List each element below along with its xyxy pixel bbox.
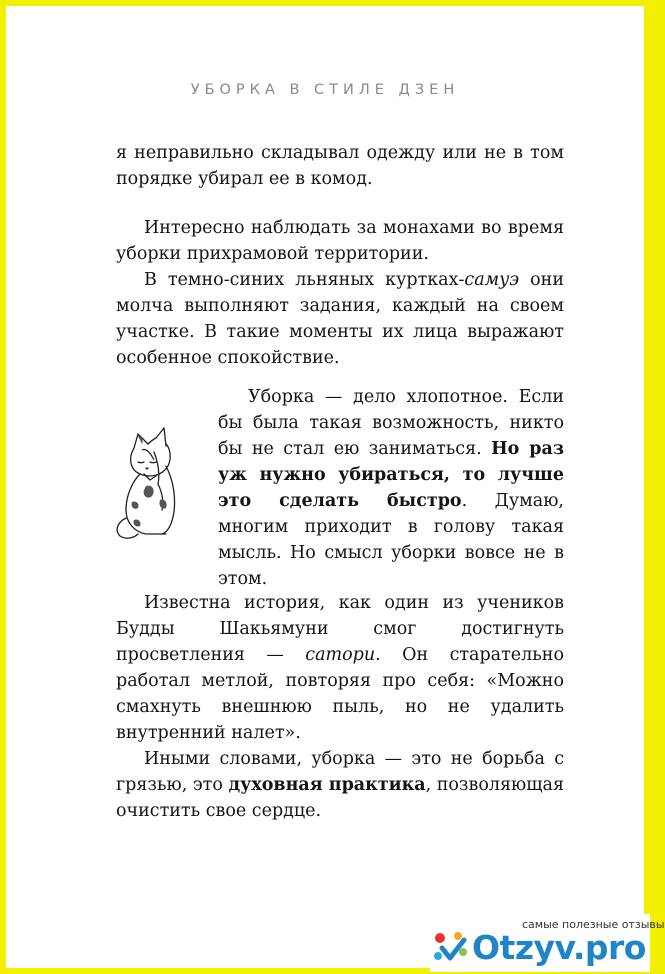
text-block-cleaning <box>218 384 564 592</box>
text-span: , позволяющая очистить свое сердце. <box>116 775 564 821</box>
text-block-buddha <box>116 590 564 824</box>
text-span: . Думаю, многим приходит в голову такая мысль. Но смысл уборки вовсе не в этом. <box>218 491 564 589</box>
text-span: Иными словами, уборка — это не борьба с грязью, это <box>116 749 564 795</box>
paragraph <box>116 267 564 371</box>
watermark-logo-text: Otzyv.pro <box>472 928 646 967</box>
book-page <box>6 6 644 968</box>
text-block-continuation <box>116 140 564 192</box>
watermark <box>430 914 665 972</box>
text-span: Уборка — дело хлопотное. Если бы была такая возможность, никто бы не стал ею заниматься. <box>218 387 564 459</box>
paragraph: Интересно наблюдать за монахами во время уборки прихрамовой территории. <box>116 218 564 264</box>
bold-phrase: духовная практика <box>228 775 426 795</box>
paragraph <box>116 746 564 824</box>
watermark-caption: самые полезные отзывы <box>522 918 665 931</box>
text-span: Известна история, как один из учеников Будды Шакьямуни смог достигнуть просветления — <box>116 593 564 665</box>
otzyv-logo-icon <box>430 928 470 970</box>
text-span: они молча выполняют задания, каждый на своем участке. В такие моменты их лица выражают особенное спокойствие. <box>116 270 564 368</box>
running-head: УБОРКА В СТИЛЕ ДЗЕН <box>190 82 460 98</box>
bold-phrase: Но раз уж нужно убираться, то лучше это сделать быстро <box>218 439 564 511</box>
text-block-monks <box>116 215 564 371</box>
paragraph: я неправильно складывал одежду или не в том порядке убирал ее в комод. <box>116 143 564 189</box>
italic-term: сатори <box>305 645 376 665</box>
italic-term: самуэ <box>464 270 520 290</box>
text-span: . Он старательно работал метлой, повторяя про себя: «Можно смахнуть внешнюю пыль, но не удалить внутренний налет». <box>116 645 564 743</box>
cat-illustration <box>104 422 214 546</box>
paragraph <box>116 590 564 746</box>
paragraph <box>218 384 564 592</box>
text-span: В темно-синих льняных куртках- <box>144 270 465 290</box>
